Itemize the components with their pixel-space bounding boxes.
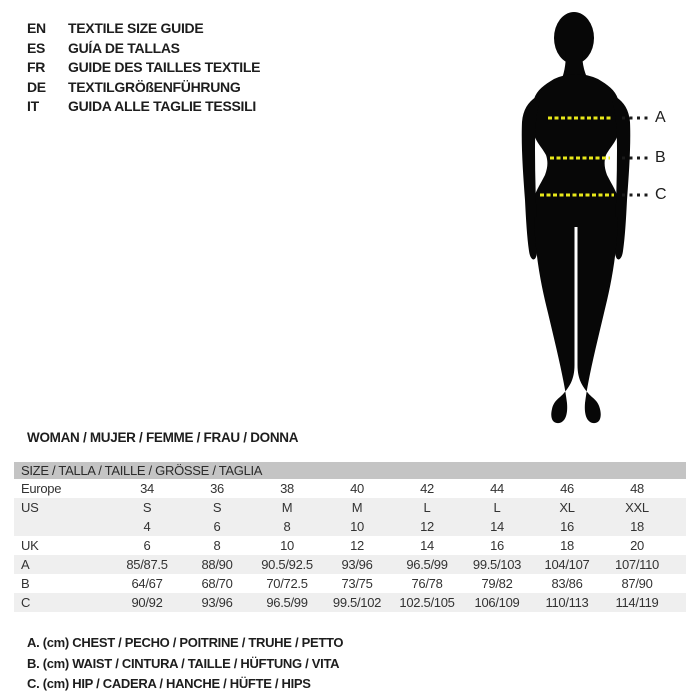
guide-title: TEXTILGRÖßENFÜHRUNG xyxy=(68,78,241,95)
size-cell: 99.5/103 xyxy=(472,557,522,572)
row-label: Europe xyxy=(21,481,62,496)
size-cell: 104/107 xyxy=(544,557,590,572)
table-row xyxy=(14,479,686,498)
size-cell: 93/96 xyxy=(201,595,233,610)
measurement-footnotes xyxy=(27,633,343,695)
size-cell: 8 xyxy=(213,538,221,553)
size-cell: 73/75 xyxy=(341,576,373,591)
marker-label-c: C xyxy=(655,186,667,203)
table-row xyxy=(14,593,686,612)
language-row xyxy=(27,78,260,98)
size-cell: 4 xyxy=(143,519,151,534)
table-row xyxy=(14,498,686,517)
size-cell: 8 xyxy=(283,519,291,534)
size-cell: 114/119 xyxy=(615,595,659,610)
size-cell: 96.5/99 xyxy=(266,595,308,610)
size-cell: L xyxy=(493,500,501,515)
language-code: IT xyxy=(27,98,39,114)
size-cell: 90.5/92.5 xyxy=(261,557,313,572)
size-cell: 87/90 xyxy=(621,576,653,591)
language-code: FR xyxy=(27,59,46,75)
size-table xyxy=(14,462,686,612)
size-cell: 6 xyxy=(213,519,221,534)
size-cell: 93/96 xyxy=(341,557,373,572)
size-cell: 6 xyxy=(143,538,151,553)
size-cell: 38 xyxy=(280,481,294,496)
woman-silhouette-image xyxy=(490,5,670,425)
woman-silhouette-figure xyxy=(490,5,670,425)
size-cell: 79/82 xyxy=(481,576,513,591)
guide-title: TEXTILE SIZE GUIDE xyxy=(68,20,204,36)
row-label: B xyxy=(21,576,30,591)
size-cell: 96.5/99 xyxy=(406,557,448,572)
footnote: A. (cm) CHEST / PECHO / POITRINE / TRUHE / PETTO xyxy=(27,635,344,650)
size-cell: 40 xyxy=(350,481,364,496)
size-cell: 44 xyxy=(490,481,504,496)
size-cell: 107/110 xyxy=(615,557,659,572)
title-language-list xyxy=(27,19,260,117)
row-label: UK xyxy=(21,538,39,553)
guide-title: GUIDA ALLE TAGLIE TESSILI xyxy=(68,98,256,114)
size-cell: 88/90 xyxy=(201,557,233,572)
size-cell: 34 xyxy=(140,481,154,496)
table-row xyxy=(14,574,686,593)
row-label: C xyxy=(21,595,31,610)
language-code: EN xyxy=(27,20,46,36)
size-cell: M xyxy=(351,500,363,515)
table-row xyxy=(14,517,686,536)
size-cell: 16 xyxy=(560,519,574,534)
size-cell: 85/87.5 xyxy=(126,557,168,572)
silhouette-shape xyxy=(522,12,631,423)
size-cell: 83/86 xyxy=(551,576,583,591)
size-cell: 18 xyxy=(630,519,644,534)
size-cell: 106/109 xyxy=(474,595,520,610)
row-label: A xyxy=(21,557,30,572)
row-label: US xyxy=(21,500,39,515)
section-title-woman: WOMAN / MUJER / FEMME / FRAU / DONNA xyxy=(27,430,299,445)
size-cell: 64/67 xyxy=(131,576,163,591)
size-cell: 12 xyxy=(350,538,364,553)
size-cell: M xyxy=(281,500,293,515)
size-cell: 76/78 xyxy=(411,576,443,591)
language-row xyxy=(27,58,260,78)
size-cell: 16 xyxy=(490,538,504,553)
size-cell: XXL xyxy=(625,500,649,515)
size-cell: S xyxy=(212,500,222,515)
size-cell: 102.5/105 xyxy=(399,595,455,610)
size-cell: 14 xyxy=(490,519,504,534)
size-cell: 48 xyxy=(630,481,644,496)
size-cell: 90/92 xyxy=(131,595,163,610)
size-cell: 42 xyxy=(420,481,434,496)
size-cell: XL xyxy=(559,500,575,515)
size-cell: 110/113 xyxy=(545,595,589,610)
size-cell: 10 xyxy=(280,538,294,553)
size-cell: 70/72.5 xyxy=(266,576,308,591)
footnote: B. (cm) WAIST / CINTURA / TAILLE / HÜFTUNG / VITA xyxy=(27,655,340,671)
size-cell: 99.5/102 xyxy=(332,595,382,610)
size-cell: 20 xyxy=(630,538,644,553)
footnote: C. (cm) HIP / CADERA / HANCHE / HÜFTE / HIPS xyxy=(27,676,311,691)
size-cell: 18 xyxy=(560,538,574,553)
guide-title: GUIDE DES TAILLES TEXTILE xyxy=(68,59,261,75)
guide-title: GUÍA DE TALLAS xyxy=(68,39,180,56)
marker-label-b: B xyxy=(655,149,666,166)
table-row xyxy=(14,555,686,574)
table-row xyxy=(14,536,686,555)
size-cell: 46 xyxy=(560,481,574,496)
size-cell: 36 xyxy=(210,481,224,496)
language-row xyxy=(27,19,260,39)
language-code: ES xyxy=(27,39,46,56)
size-cell: 12 xyxy=(420,519,434,534)
marker-label-a: A xyxy=(655,109,666,126)
language-row xyxy=(27,39,260,59)
language-code: DE xyxy=(27,78,46,95)
size-cell: S xyxy=(142,500,152,515)
size-cell: 68/70 xyxy=(201,576,233,591)
table-header: SIZE / TALLA / TAILLE / GRÖSSE / TAGLIA xyxy=(14,462,686,479)
size-cell: L xyxy=(423,500,431,515)
size-cell: 14 xyxy=(420,538,434,553)
size-cell: 10 xyxy=(350,519,364,534)
language-row xyxy=(27,97,260,117)
